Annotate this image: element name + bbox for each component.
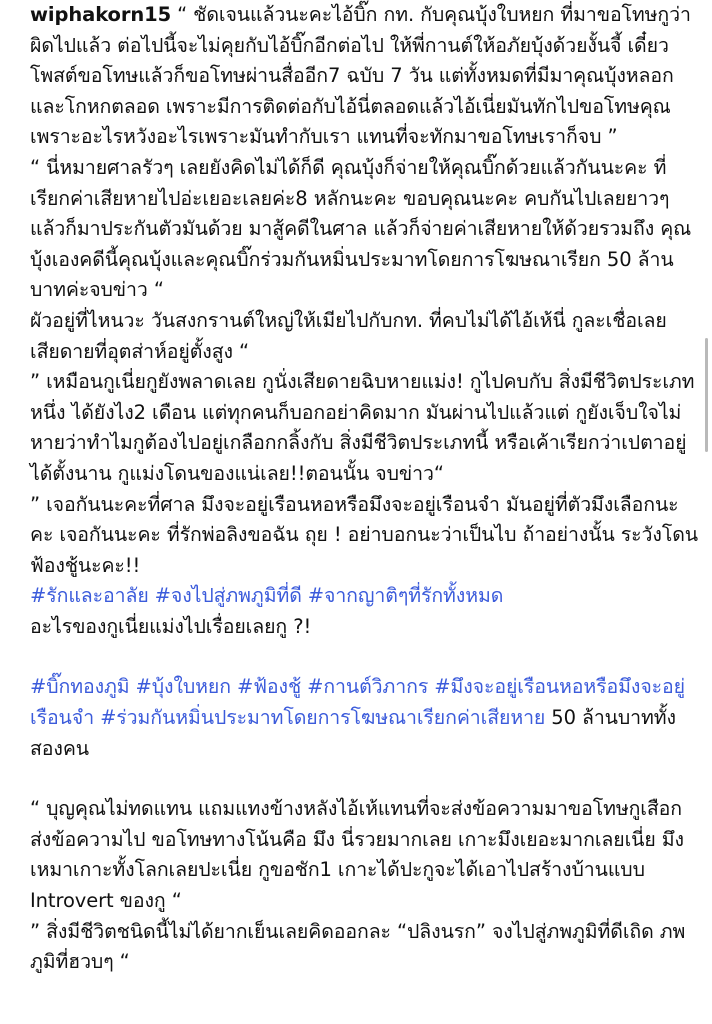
hashtag-link[interactable]: #จากญาติๆที่รักทั้งหมด [307, 584, 504, 608]
caption-paragraph-3: ผัวอยู่ที่ไหนวะ วันสงกรานต์ใหญ่ให้เมียไปกับกท. ที่คบไม่ได้ไอ้เห้นี่ กูละเชื่อเลยเสียดายที่อุตส่าห์อยู่ตั้งสูง “ [30, 308, 667, 363]
spacer [30, 764, 700, 794]
username[interactable]: wiphakorn15 [30, 3, 172, 26]
post-caption [30, 0, 700, 978]
caption-line: อะไรของกูเนี่ยแม่งไปเรื่อยเลยกู ?! [30, 614, 312, 638]
hashtag-link[interactable]: #ฟ้องชู้ [236, 675, 302, 699]
caption-paragraph-5: ” เจอกันนะคะที่ศาล มึงจะอยู่เรือนหอหรือมึงจะอยู่เรือนจำ มันอยู่ที่ตัวมึงเลือกนะคะ เจอกันนะคะ ที่รักพ่อลิงขอฉัน ถุย ! อย่าบอกนะว่าเป็นไบ ถ้าอย่างนั้น ระวังโดนฟ้องชู้นะคะ!! [30, 492, 698, 577]
spacer [30, 642, 700, 672]
caption-paragraph-1 [30, 0, 700, 153]
caption-paragraph-2: “ นี่หมายศาลรัวๆ เลยยังคิดไม่ได้ก็ดี คุณบุ้งก็จ่ายให้คุณบิ๊กด้วยแล้วกันนะคะ ที่เรียกค่าเสียหายไปอ่ะเยอะเลยค่ะ8 หลักนะคะ ขอบคุณนะคะ คบกันไปเลยยาวๆแล้วก็มาประกันตัวมันด้วย มาสู้คดีในศาล แล้วก็จ่ายค่าเสียหายให้ด้วยรวมถึง คุณบุ้งเองคดีนี้คุณบุ้งและคุณบิ๊กร่วมกันหมิ่นประมาทโดยการโฆษณาเรียก 50 ล้านบาทค่ะจบข่าว “ [30, 155, 692, 302]
caption-paragraph-6: “ บุญคุณไม่ทดแทน แถมแทงข้างหลังไอ้เห้แทนที่จะส่งข้อความมาขอโทษกูเสือกส่งข้อความไป ขอโทษทางโน้นคือ มึง นี่รวยมากเลย เกาะมึงเยอะมากเลยเนี่ย มึงเหมาเกาะทั้งโลกเลยปะเนี่ย กูขอชัก1 เกาะได้ปะกูจะได้เอาไปสร้างบ้านแบบ Introvert ของกู “ [30, 797, 684, 913]
hashtag-line-1 [30, 581, 700, 612]
hashtag-block [30, 672, 700, 764]
hashtag-link[interactable]: #บุ้งใบหยก [135, 675, 231, 699]
hashtag-link[interactable]: #จงไปสู่ภพภูมิที่ดี [154, 584, 302, 608]
caption-paragraph-4: ” เหมือนกูเนี่ยกูยังพลาดเลย กูนั่งเสียดายฉิบหายแม่ง! กูไปคบกับ สิ่งมีชีวิตประเภทหนึ่ง ได้ยังไง2 เดือน แต่ทุกคนก็บอกอย่าคิดมาก มันผ่านไปแล้วแต่ กูยังเจ็บใจไม่หายว่าทำไมกูต้องไปอยู่เกลือกกลิ้งกับ สิ่งมีชีวิตประเภทนี้ หรือเค้าเรียกว่าเปตาอยู่ได้ตั้งนาน กูแม่งโดนของแน่เลย!!ตอนนั้น จบข่าว“ [30, 370, 695, 485]
hashtag-tail-text: 50 ล้านบาททั้งสองคน [30, 706, 676, 760]
hashtag-link[interactable]: #มึงจะอยู่เรือนหอหรือมึงจะอยู่เรือนจำ [30, 675, 685, 730]
scrollbar-thumb[interactable] [705, 338, 708, 452]
caption-paragraph-7: ” สิ่งมีชีวิตชนิดนี้ไม่ได้ยากเย็นเลยคิดออกละ “ปลิงนรก” จงไปสู่ภพภูมิที่ดีเถิด ภพภูมิที่ฮวบๆ “ [30, 919, 686, 974]
caption-text: “ ชัดเจนแล้วนะคะไอ้บิ๊ก กท. กับคุณบุ้งใบหยก ที่มาขอโทษกูว่าผิดไปแล้ว ต่อไปนี้จะไม่คุยกับไอ้บิ๊กอีกต่อไป ให้พี่กานต์ให้อภัยบุ้งด้วยงั้นจี้ เดี๋ยวโพสต์ขอโทษแล้วก็ขอโทษผ่านสื่ออีก7 ฉบับ 7 วัน แต่ทั้งหมดที่มีมาคุณบุ้งหลอก และโกหกตลอด เพราะมีการติดต่อกับไอ้นี่ตลอดแล้วไอ้เนี่ยมันทักไปขอโทษคุณเพราะอะไรหวังอะไรเพราะมันทำกับเรา แทนที่จะทักมาขอโทษเราก็จบ ” [30, 3, 691, 149]
hashtag-link[interactable]: #รักและอาลัย [30, 584, 149, 608]
hashtag-link[interactable]: #บิ๊กทองภูมิ [30, 675, 130, 699]
hashtag-link[interactable]: #กานต์วิภากร [307, 675, 429, 699]
hashtag-link[interactable]: #ร่วมกันหมิ่นประมาทโดยการโฆษณาเรียกค่าเสียหาย [100, 706, 546, 730]
